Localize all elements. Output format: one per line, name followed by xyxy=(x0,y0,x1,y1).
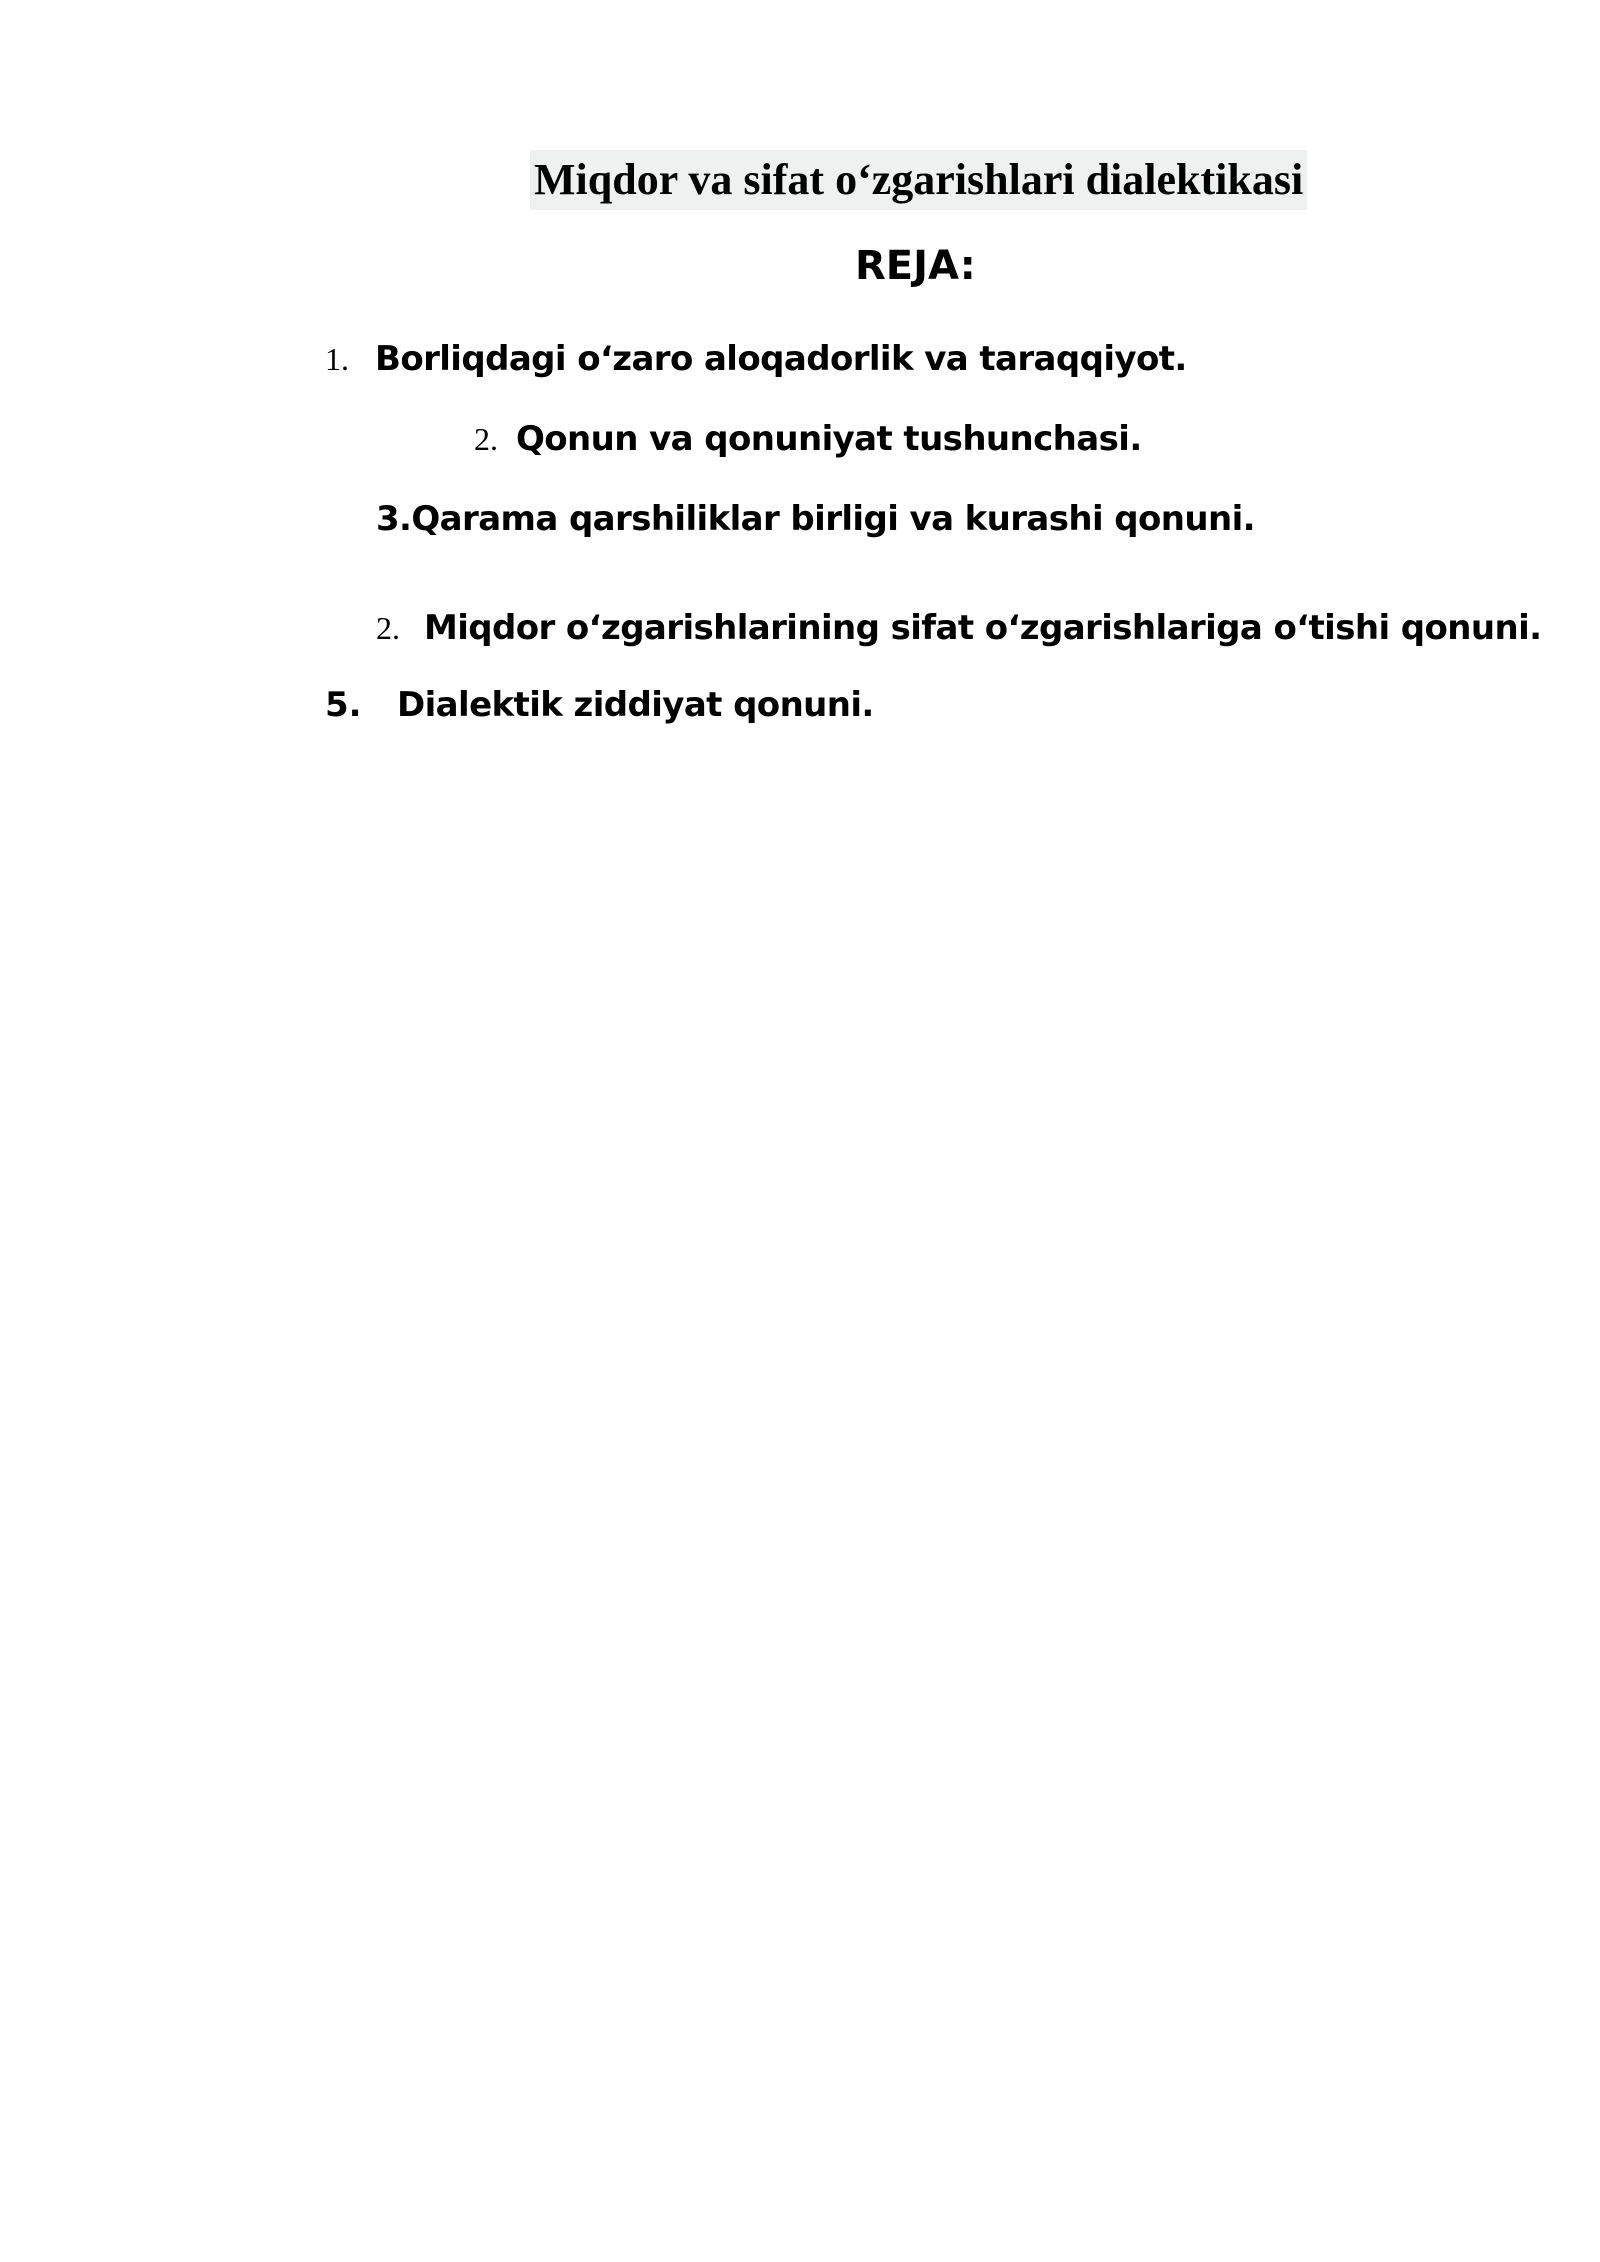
plan-item-number: 2. xyxy=(474,421,498,457)
plan-item-text: 3.Qarama qarshiliklar birligi va kurashi qonuni. xyxy=(376,499,1255,539)
plan-item-4 xyxy=(376,603,1541,660)
plan-item-2 xyxy=(474,414,1142,471)
plan-item-text: Borliqdagi o‘zaro aloqadorlik va taraqqiyot. xyxy=(375,339,1187,379)
plan-item-number: 5. xyxy=(325,685,362,725)
plan-item-number: 1. xyxy=(325,341,349,377)
plan-heading: REJA: xyxy=(855,243,976,289)
plan-item-number: 2. xyxy=(376,610,400,646)
document-title: Miqdor va sifat o‘zgarishlari dialektikasi xyxy=(530,150,1307,210)
plan-item-text: Qonun va qonuniyat tushunchasi. xyxy=(516,419,1142,459)
plan-item-text: Dialektik ziddiyat qonuni. xyxy=(397,685,874,725)
plan-item-5 xyxy=(325,680,874,737)
plan-item-text: Miqdor o‘zgarishlarining sifat o‘zgarishlariga o‘tishi qonuni. xyxy=(424,608,1542,648)
plan-item-3 xyxy=(376,494,1255,551)
plan-item-1 xyxy=(325,334,1187,391)
